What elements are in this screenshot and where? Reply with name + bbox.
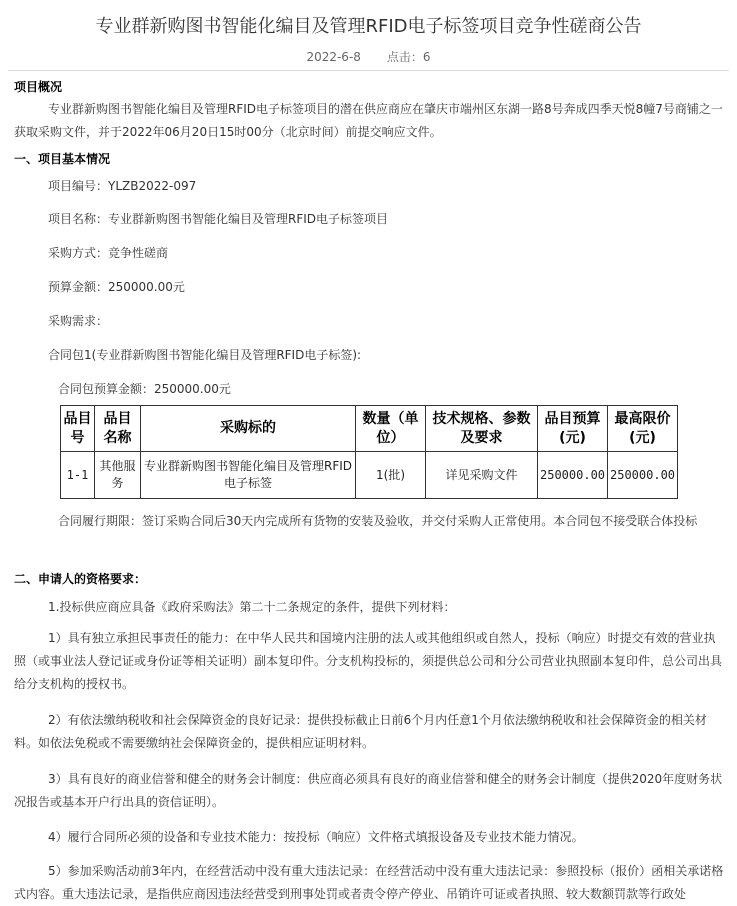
- qualification-item: 2）有依法缴纳税收和社会保障资金的良好记录：提供投标截止日前6个月内任意1个月依法缴纳税收和社会保障资金的相关材料。如依法免税或不需要缴纳社会保障资金的，提供相应证明材料。: [14, 713, 707, 750]
- table-cell: 其他服务: [95, 452, 141, 499]
- qualification-heading: 二、申请人的资格要求：: [14, 572, 147, 586]
- table-header-cell: 技术规格、参数及要求: [426, 406, 538, 452]
- click-count: 点击：6: [386, 50, 431, 64]
- overview-heading: 项目概况: [14, 80, 63, 94]
- table-header-cell: 采购标的: [141, 406, 356, 452]
- package-budget: 合同包预算金额：250000.00元: [58, 382, 231, 396]
- table-cell: 250000.00: [538, 452, 608, 499]
- procurement-demand: 采购需求：: [48, 314, 109, 328]
- table-cell: 详见采购文件: [426, 452, 538, 499]
- qualification-item: 1）具有独立承担民事责任的能力：在中华人民共和国境内注册的法人或其他组织或自然人，投标（响应）时提交有效的营业执照（或事业法人登记证或身份证等相关证明）副本复印件。分支机构投标的，须提供总公司和分公司营业执照副本复印件，总公司出具给分支机构的授权书。: [14, 631, 723, 691]
- performance-period: 合同履行期限：签订采购合同后30天内完成所有货物的安装及验收，并交付采购人正常使用。本合同包不接受联合体投标: [58, 514, 698, 528]
- table-row: [61, 452, 678, 499]
- table-header-cell: 数量（单位）: [356, 406, 426, 452]
- table-cell: 1(批): [356, 452, 426, 499]
- contract-package: 合同包1(专业群新购图书智能化编目及管理RFID电子标签):: [48, 348, 362, 362]
- overview-text: 专业群新购图书智能化编目及管理RFID电子标签项目的潜在供应商应在肇庆市端州区东湖一路8号奔成四季天悦8幢7号商铺之一获取采购文件，并于2022年06月20日15时00分（北京时间）前提交响应文件。: [14, 102, 723, 139]
- title-divider: [8, 70, 729, 71]
- article-meta: [0, 48, 737, 65]
- table-cell: 1-1: [61, 452, 95, 499]
- page-title: 专业群新购图书智能化编目及管理RFID电子标签项目竞争性磋商公告: [95, 16, 642, 37]
- table-header-cell: 品目号: [61, 406, 95, 452]
- procurement-method: 采购方式：竞争性磋商: [48, 246, 169, 260]
- table-header-cell: 品目预算(元): [538, 406, 608, 452]
- qualification-intro: 1.投标供应商应具备《政府采购法》第二十二条规定的条件，提供下列材料：: [48, 600, 456, 614]
- qualification-item: 3）具有良好的商业信誉和健全的财务会计制度：供应商必须具有良好的商业信誉和健全的财务会计制度（提供2020年度财务状况报告或基本开户行出具的资信证明）。: [14, 772, 723, 809]
- project-number: 项目编号：YLZB2022-097: [48, 179, 197, 193]
- table-cell: 专业群新购图书智能化编目及管理RFID电子标签: [141, 452, 356, 499]
- table-header-cell: 品目名称: [95, 406, 141, 452]
- budget-amount: 预算金额：250000.00元: [48, 280, 185, 294]
- basic-info-heading: 一、项目基本情况: [14, 152, 111, 166]
- project-name: 项目名称：专业群新购图书智能化编目及管理RFID电子标签项目: [48, 212, 389, 226]
- table-header-cell: 最高限价(元): [608, 406, 678, 452]
- table-header-row: [61, 406, 678, 452]
- publish-date: 2022-6-8: [306, 50, 361, 64]
- qualification-item: 5）参加采购活动前3年内，在经营活动中没有重大违法记录：在经营活动中没有重大违法记录：参照投标（报价）函相关承诺格式内容。重大违法记录，是指供应商因违法经营受到刑事处罚或者责令停产停业、吊销许可证或者执照、较大数额罚款等行政处: [14, 864, 724, 901]
- procurement-table: [60, 405, 678, 499]
- table-cell: 250000.00: [608, 452, 678, 499]
- qualification-item: 4）履行合同所必须的设备和专业技术能力：按投标（响应）文件格式填报设备及专业技术能力情况。: [48, 830, 584, 844]
